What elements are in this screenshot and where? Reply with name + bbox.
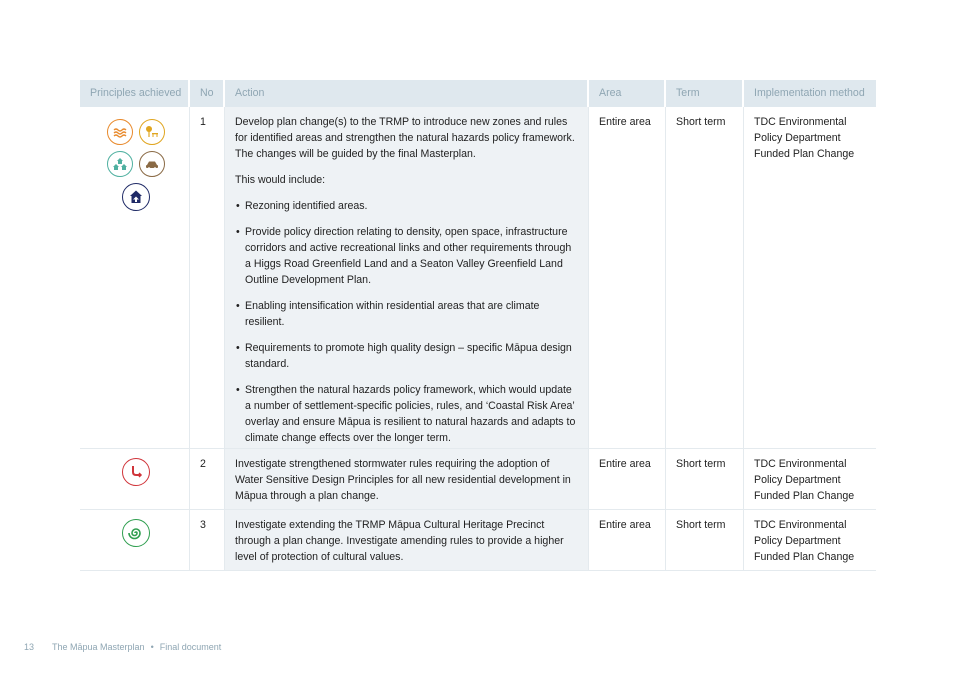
term-cell: Short term (666, 510, 744, 570)
header-principles: Principles achieved (80, 80, 190, 107)
header-method: Implementation method (744, 80, 876, 107)
document-title: The Māpua Masterplan (52, 642, 145, 652)
house-up-arrow-icon (122, 183, 150, 211)
area-cell: Entire area (589, 449, 666, 509)
action-cell (225, 107, 589, 448)
footer-separator: • (150, 642, 154, 652)
principles-cell (80, 449, 190, 509)
houses-icon (107, 151, 133, 177)
term-cell: Short term (666, 449, 744, 509)
actions-table (80, 80, 876, 571)
header-no: No (190, 80, 225, 107)
method-cell: TDC Environmental Policy Department Funded Plan Change (754, 458, 855, 502)
row-number: 3 (190, 510, 225, 570)
car-icon (139, 151, 165, 177)
action-bullet: • Rezoning identified areas. (235, 198, 580, 214)
action-bullet-list (235, 198, 580, 446)
action-cell: Investigate extending the TRMP Māpua Cultural Heritage Precinct through a plan change. Investigate amending rules to provide a higher level of protection of cultural values. (225, 510, 589, 570)
action-paragraph: This would include: (235, 174, 326, 186)
method-cell: TDC Environmental Policy Department Funded Plan Change (754, 116, 855, 160)
page-number: 13 (24, 642, 35, 652)
koru-spiral-icon (122, 519, 150, 547)
header-area: Area (589, 80, 666, 107)
action-bullet: • Enabling intensification within residential areas that are climate resilient. (235, 298, 580, 330)
header-term: Term (666, 80, 744, 107)
water-pipe-icon (122, 458, 150, 486)
method-cell: TDC Environmental Policy Department Funded Plan Change (754, 519, 855, 563)
area-cell: Entire area (589, 107, 666, 448)
table-row (80, 510, 876, 571)
table-header (80, 80, 876, 107)
action-bullet: • Provide policy direction relating to density, open space, infrastructure corridors and active recreational links and other requirements through a Higgs Road Greenfield Land and a Seaton Valley Greenfield Land Outline Development Plan. (235, 224, 580, 288)
page-footer (24, 642, 221, 652)
header-action: Action (225, 80, 589, 107)
tree-bench-icon (139, 119, 165, 145)
row-number: 2 (190, 449, 225, 509)
waves-icon (107, 119, 133, 145)
table-row (80, 107, 876, 449)
row-number: 1 (190, 107, 225, 448)
action-bullet: • Strengthen the natural hazards policy framework, which would update a number of settlement-specific policies, rules, and ‘Coastal Risk Area’ overlay and ensure Māpua is resilient to natural hazards and adapts to climate change effects over the longer term. (235, 382, 580, 446)
action-cell: Investigate strengthened stormwater rules requiring the adoption of Water Sensitive Design Principles for all new residential development in Māpua through a plan change. (225, 449, 589, 509)
principles-cell (80, 107, 190, 448)
principles-cell (80, 510, 190, 570)
action-paragraph: Develop plan change(s) to the TRMP to introduce new zones and rules for identified areas and strengthen the natural hazards policy framework. The changes will be guided by the final Masterplan. (235, 116, 575, 160)
area-cell: Entire area (589, 510, 666, 570)
term-cell: Short term (666, 107, 744, 448)
document-subtitle: Final document (159, 642, 222, 652)
table-row (80, 449, 876, 510)
action-bullet: • Requirements to promote high quality design – specific Māpua design standard. (235, 340, 580, 372)
